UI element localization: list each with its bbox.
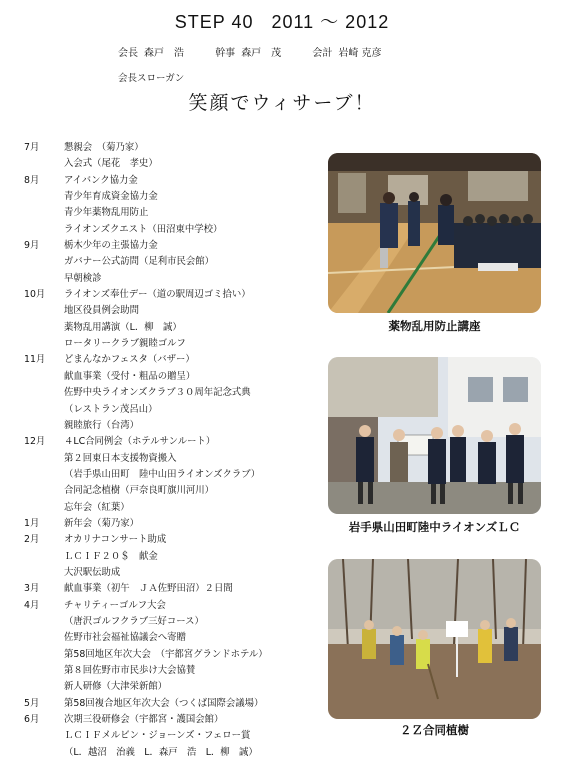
- event-row: [24, 271, 324, 287]
- event-month: [24, 500, 64, 516]
- event-month: 11月: [24, 354, 46, 366]
- president-role: 会長: [118, 48, 138, 59]
- event-item: 早朝検診: [64, 272, 102, 284]
- event-item: （L．越沼 治義 L．森戸 浩 L．柳 誠）: [64, 746, 258, 758]
- event-month: [24, 483, 64, 499]
- photo-caption: ２Ｚ合同植樹: [400, 723, 469, 737]
- event-row: [24, 434, 324, 450]
- step-number: STEP 40: [174, 12, 254, 32]
- event-month: 3月: [24, 583, 40, 595]
- event-row: [24, 647, 324, 663]
- event-month: [24, 156, 64, 172]
- page-title: [0, 8, 564, 34]
- event-row: [24, 385, 324, 401]
- event-item: チャリティーゴルフ大会: [64, 599, 166, 611]
- event-item: 献血事業（受付・粗品の贈呈）: [64, 370, 196, 382]
- slogan-text: 笑顔でウィサーブ！: [188, 92, 376, 114]
- event-row: [24, 222, 324, 238]
- photo-drug-prevention-lecture: [328, 153, 541, 313]
- event-row: [24, 483, 324, 499]
- event-month: 12月: [24, 436, 46, 448]
- event-item: 次期三役研修会（宇都宮・護国会館）: [64, 714, 224, 726]
- event-row: [24, 369, 324, 385]
- event-month: [24, 630, 64, 646]
- photo-caption: 岩手県山田町陸中ライオンズＬＣ: [348, 520, 521, 534]
- event-item: 佐野市社会福祉協議会へ寄贈: [64, 632, 186, 644]
- event-row: [24, 565, 324, 581]
- event-month: [24, 728, 64, 744]
- slogan-label: 会長スローガン: [118, 73, 185, 84]
- event-month: [24, 205, 64, 221]
- event-row: [24, 516, 324, 532]
- event-row: [24, 679, 324, 695]
- event-item: 懇親会 （菊乃家）: [64, 142, 144, 153]
- event-row: [24, 696, 324, 712]
- event-month: [24, 320, 64, 336]
- event-row: [24, 581, 324, 597]
- event-row: [24, 287, 324, 303]
- event-item: 佐野中央ライオンズクラブ３０周年記念式典: [64, 387, 251, 399]
- secretary-role: 幹事: [215, 48, 236, 59]
- event-month: [24, 549, 64, 565]
- secretary-name: 森戸 茂: [241, 48, 282, 59]
- event-item: 献血事業（初午 ＪＡ佐野田沼）２日間: [64, 583, 233, 595]
- event-item: 青少年薬物乱用防止: [64, 207, 149, 219]
- photo-caption: 薬物乱用防止講座: [388, 319, 481, 333]
- event-row: [24, 336, 324, 352]
- event-month: 4月: [24, 599, 40, 611]
- event-month: [24, 614, 64, 630]
- events-list: [24, 140, 324, 761]
- event-item: 入会式（尾花 孝史）: [64, 158, 158, 170]
- event-row: [24, 173, 324, 189]
- event-item: ロータリークラブ親睦ゴルフ: [64, 338, 186, 350]
- event-row: [24, 156, 324, 172]
- event-item: 第２回東日本支援物資搬入: [64, 452, 177, 464]
- event-row: [24, 189, 324, 205]
- event-item: 第８回佐野市市民歩け大会協賛: [64, 665, 196, 676]
- event-row: [24, 254, 324, 270]
- event-month: [24, 303, 64, 319]
- event-month: [24, 679, 64, 695]
- event-row: [24, 402, 324, 418]
- event-month: [24, 222, 64, 238]
- event-item: オカリナコンサート助成: [64, 534, 167, 546]
- event-row: [24, 418, 324, 434]
- event-item: 新年会（菊乃家）: [64, 517, 140, 529]
- event-row: [24, 320, 324, 336]
- event-row: [24, 532, 324, 548]
- event-month: 5月: [24, 697, 40, 709]
- event-item: ＬＣＩＦ２０＄ 献金: [64, 550, 158, 562]
- event-row: [24, 598, 324, 614]
- event-month: [24, 369, 64, 385]
- event-row: [24, 663, 324, 679]
- event-month: [24, 189, 64, 205]
- photo-tree-planting: [328, 559, 541, 719]
- event-item: 地区役員例会助問: [64, 305, 140, 317]
- event-month: 10月: [24, 289, 46, 301]
- event-row: [24, 630, 324, 646]
- event-month: [24, 565, 64, 581]
- event-item: 青少年育成資金協力金: [64, 191, 158, 203]
- event-row: [24, 614, 324, 630]
- event-item: （唐沢ゴルフクラブ三好コース）: [64, 615, 204, 627]
- event-month: 8月: [24, 174, 40, 186]
- event-row: [24, 728, 324, 744]
- event-month: [24, 451, 64, 467]
- president-name: 森戸 浩: [144, 48, 184, 59]
- event-row: [24, 712, 324, 728]
- event-item: （レストラン茂呂山）: [64, 403, 158, 415]
- event-month: [24, 647, 64, 663]
- event-row: [24, 303, 324, 319]
- officers-line: [118, 44, 410, 59]
- event-item: 大沢駅伝助成: [64, 566, 121, 578]
- treasurer-role: 会計: [312, 48, 333, 59]
- event-month: [24, 385, 64, 401]
- event-item: 親睦旅行（台湾）: [64, 419, 140, 431]
- event-month: 7月: [24, 142, 40, 153]
- event-row: [24, 205, 324, 221]
- event-item: 薬物乱用講演（L．柳 誠）: [64, 321, 182, 333]
- event-row: [24, 500, 324, 516]
- event-month: [24, 336, 64, 352]
- event-month: 2月: [24, 534, 40, 546]
- event-row: [24, 238, 324, 254]
- event-month: [24, 663, 64, 679]
- event-item: 栃木少年の主張協力金: [64, 240, 158, 252]
- event-row: [24, 140, 324, 156]
- year-range: 2011 ～ 2012: [271, 12, 390, 32]
- event-month: [24, 418, 64, 434]
- event-item: 新人研修（大津栄新館）: [64, 681, 168, 693]
- event-month: [24, 402, 64, 418]
- event-item: 忘年会（紅葉）: [64, 501, 130, 513]
- event-month: 9月: [24, 240, 40, 252]
- event-item: ＬＣＩＦメルビン・ジョーンズ・フェロー賞: [64, 730, 251, 742]
- photo-iwate-lions-club: [328, 357, 541, 514]
- treasurer-name: 岩崎 克彦: [338, 48, 382, 59]
- event-item: ガバナー公式訪問（足利市民会館）: [64, 256, 215, 268]
- event-item: （岩手県山田町 陸中山田ライオンズクラブ）: [64, 468, 261, 480]
- event-month: [24, 467, 64, 483]
- event-row: [24, 451, 324, 467]
- event-item: どまんなかフェスタ（バザー）: [64, 354, 195, 366]
- event-item: 合同記念植樹（戸奈良町旗川河川）: [64, 485, 215, 497]
- event-item: 第58回地区年次大会 （宇都宮グランドホテル）: [64, 648, 268, 660]
- event-item: 第58回複合地区年次大会（つくば国際会議場）: [64, 697, 264, 709]
- event-month: [24, 271, 64, 287]
- event-item: ４LC合同例会（ホテルサンルート）: [64, 436, 216, 448]
- event-item: ライオンズクエスト（田沼東中学校）: [64, 223, 223, 235]
- event-item: ライオンズ奉仕デー（道の駅周辺ゴミ拾い）: [64, 289, 251, 301]
- event-month: [24, 254, 64, 270]
- event-row: [24, 467, 324, 483]
- event-item: アイバンク協力金: [64, 174, 138, 186]
- event-month: 1月: [24, 517, 40, 529]
- event-row: [24, 549, 324, 565]
- event-row: [24, 352, 324, 368]
- event-month: 6月: [24, 714, 40, 726]
